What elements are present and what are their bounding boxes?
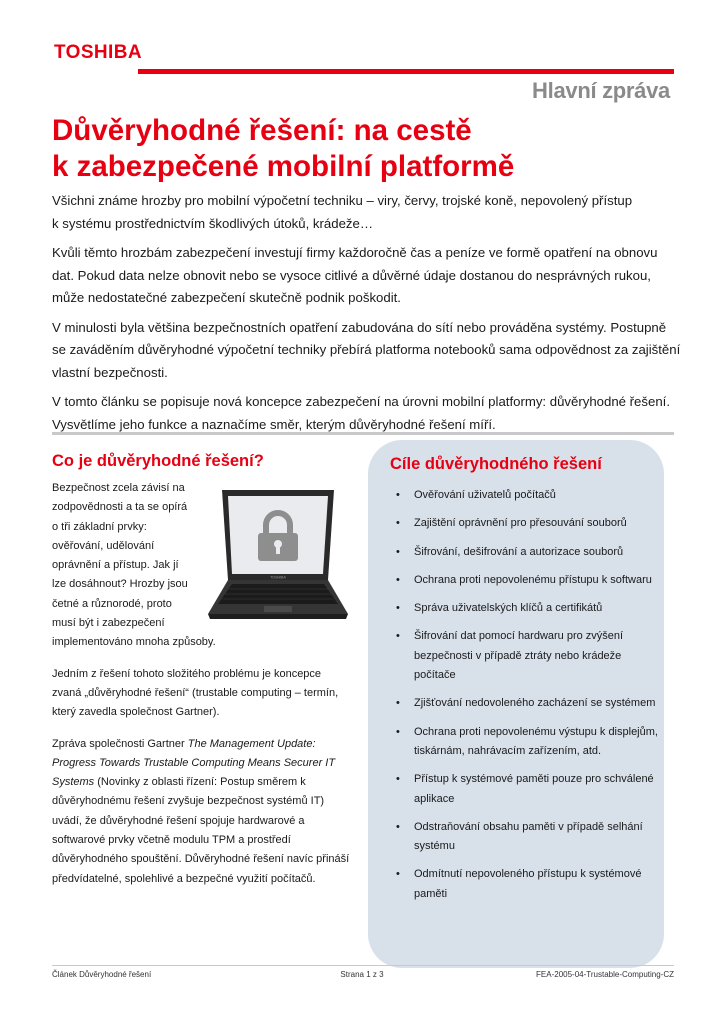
goal-item: • Zjišťování nedovoleného zacházení se systémem — [396, 697, 656, 710]
goal-item: • Ochrana proti nepovolenému přístupu k softwaru — [396, 573, 652, 586]
article-heading: Co je důvěryhodné řešení? — [52, 452, 264, 470]
article-paragraph-3: Zpráva společnosti Gartner The Management Update: Progress Towards Trustable Computing Means Securer IT Systems (Novinky z oblasti řízení: Postup směrem k důvěryhodnému řešení zvyšuje bezpečnost systémů IT) uvádí, že důvěryhodné řešení spojuje hardwarové a softwarové prvky včetně modulu TPM a prostředí důvěryhodného spouštění. Důvěryhodné řešení navíc přináší předvídatelné, spolehlivé a bezpečné využití počítačů. — [52, 737, 350, 885]
title-line-2: k zabezpečené mobilní platformě — [52, 150, 515, 183]
goals-heading: Cíle důvěryhodného řešení — [390, 455, 602, 473]
goal-item: • Přístup k systémové paměti pouze pro schválené aplikace — [396, 773, 654, 805]
goal-item: • Šifrování dat pomocí hardwaru pro zvýšení bezpečnosti v případě ztráty nebo krádeže počítače — [396, 630, 624, 682]
goal-item: • Ochrana proti nepovolenému výstupu k displejům, tiskárnám, nahrávacím zařízením, atd. — [396, 725, 658, 757]
title-line-1: Důvěryhodné řešení: na cestě — [52, 114, 472, 147]
goal-item: • Zajištění oprávnění pro přesouvání souborů — [396, 517, 627, 530]
intro-section — [52, 190, 682, 443]
goal-item: • Odmítnutí nepovoleného přístupu k systémové paměti — [396, 868, 642, 900]
footer-page-number: Strana 1 z 3 — [340, 970, 384, 979]
footer-article-name: Článek Důvěryhodné řešení — [52, 970, 152, 979]
goal-item: • Ověřování uživatelů počítačů — [396, 489, 556, 501]
intro-p1-line1: Všichni známe hrozby pro mobilní výpočetní techniku – viry, červy, trojské koně, nepovolený přístup — [52, 193, 633, 208]
goal-item: • Odstraňování obsahu paměti v případě selhání systému — [396, 820, 643, 853]
article-paragraph-1: Bezpečnost zcela závisí na zodpovědnosti a ta se opírá o tři základní prvky: ověřování, udělování oprávnění a přístup. Jak jí lze dosáhnout? Hrozby jsou četné a různorodé, proto musí být i zabezpečení — [52, 482, 188, 630]
intro-paragraph-1 — [52, 190, 682, 235]
goal-item: • Šifrování, dešifrování a autorizace souborů — [396, 545, 624, 558]
laptop-lock-image — [200, 488, 350, 622]
section-divider — [52, 432, 674, 435]
intro-p1-line2: k systému prostřednictvím škodlivých útoků, krádeže… — [52, 215, 374, 231]
toshiba-logo: TOSHIBA — [54, 42, 142, 63]
goals-list — [396, 486, 658, 913]
footer-rule — [52, 965, 674, 966]
goals-panel — [368, 440, 664, 968]
article-paragraph-1-tail: implementováno mnoha způsoby. — [52, 636, 216, 649]
article-paragraph-2: Jedním z řešení tohoto složitého problému je koncepce zvaná „důvěryhodné řešení“ (trustable computing – termín, který zavedla společnost Gartner). — [52, 667, 339, 719]
report-title: The Management Update: Progress Towards Trustable Computing Means Securer IT Systems — [52, 737, 336, 789]
footer-document-code: FEA-2005-04-Trustable-Computing-CZ — [536, 970, 674, 979]
header-rule — [138, 69, 674, 74]
laptop-brand-mark: TOSHIBA — [270, 575, 286, 580]
intro-paragraph-3: V minulosti byla většina bezpečnostních opatření zabudována do sítí nebo prováděna systémy. Postupně se zaváděním důvěryhodné výpočetní techniky přebírá platforma notebooků sama odpovědnost za zajištění vlastní bezpečnosti. — [52, 319, 681, 380]
section-label: Hlavní zpráva — [532, 78, 670, 103]
intro-paragraph-2: Kvůli těmto hrozbám zabezpečení investují firmy každoročně čas a peníze ve formě opatření na obnovu dat. Pokud data nelze obnovit nebo se vysoce citlivé a důvěrné údaje dostanou do nesprávných rukou, může nedostatečné zabezpečení skutečně podnik poškodit. — [52, 245, 658, 305]
page-title — [52, 113, 682, 185]
intro-paragraph-4: V tomto článku se popisuje nová koncepce zabezpečení na úrovni mobilní platformy: důvěryhodné řešení. Vysvětlíme jeho funkce a naznačíme směr, kterým důvěryhodné řešení míří. — [52, 394, 670, 432]
goal-item: • Správa uživatelských klíčů a certifikátů — [396, 602, 603, 615]
